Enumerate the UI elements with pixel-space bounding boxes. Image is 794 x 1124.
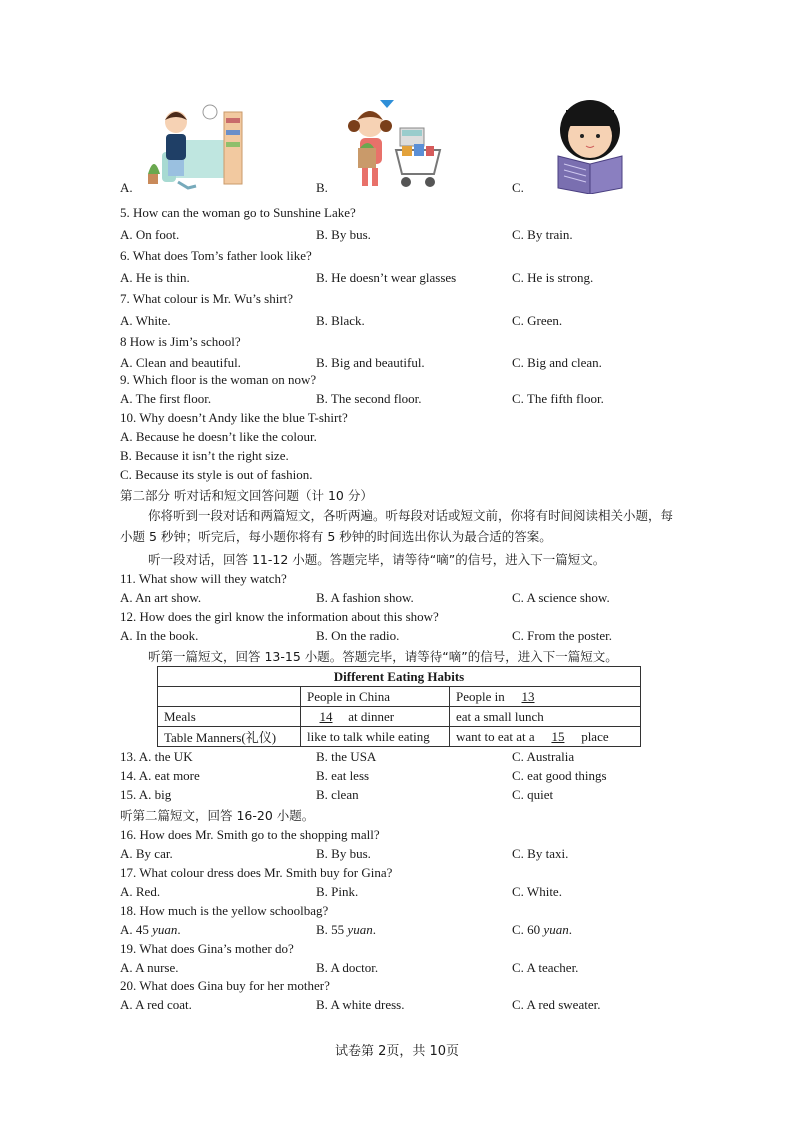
eating-habits-table [157, 666, 641, 747]
picture-b-girl-shopping [340, 98, 450, 194]
option-a: 15. A. big [120, 787, 172, 802]
question-text: 8 How is Jim’s school? [120, 334, 241, 349]
option-a: 14. A. eat more [120, 768, 200, 783]
option-b: B. eat less [316, 768, 370, 783]
table-cell [301, 707, 450, 727]
option-a: A. White. [120, 313, 171, 328]
question-text: 19. What does Gina’s mother do? [120, 941, 294, 956]
option-a: A. The first floor. [120, 391, 212, 406]
table-cell [158, 687, 301, 707]
option-a: A. By car. [120, 846, 173, 861]
option-b: B. Pink. [316, 884, 359, 899]
option-a: A. Red. [120, 884, 161, 899]
option-b: B. Because it isn’t the right size. [120, 448, 289, 463]
option-a: A. A red coat. [120, 997, 192, 1012]
option-b: B. A doctor. [316, 960, 379, 975]
option-a: A. A nurse. [120, 960, 179, 975]
table-cell [450, 727, 641, 747]
blank-15: 15 [551, 728, 565, 744]
col-header-china: People in China [307, 688, 391, 704]
option-c: C. By taxi. [512, 846, 569, 861]
table-cell [301, 687, 450, 707]
table-title: Different Eating Habits [158, 667, 641, 687]
blank-13: 13 [521, 688, 535, 704]
question-text: 16. How does Mr. Smith go to the shopping mall? [120, 827, 380, 842]
col-header-prefix: People in [456, 688, 505, 704]
option-a: A. An art show. [120, 590, 202, 605]
option-c: C. The fifth floor. [512, 391, 604, 406]
question-text: 9. Which floor is the woman on now? [120, 372, 317, 387]
question-text: 17. What colour dress does Mr. Smith buy for Gina? [120, 865, 393, 880]
option-a: A. Clean and beautiful. [120, 355, 241, 370]
passage2-instruction: 听第二篇短文，回答 16-20 小题。 [120, 808, 315, 823]
question-text: 10. Why doesn’t Andy like the blue T-shirt? [120, 410, 348, 425]
option-c: C. From the poster. [512, 628, 613, 643]
cell-text: want to eat at a [456, 728, 535, 744]
question-text: 11. What show will they watch? [120, 571, 287, 586]
table-row [158, 707, 641, 727]
option-b: B. Black. [316, 313, 365, 328]
option-a: A. On foot. [120, 227, 180, 242]
option-a: A. He is thin. [120, 270, 190, 285]
option-b: B. He doesn’t wear glasses [316, 270, 457, 285]
question-text: 18. How much is the yellow schoolbag? [120, 903, 329, 918]
option-c: C. 60 yuan. [512, 922, 572, 937]
option-c: C. A teacher. [512, 960, 579, 975]
question-text: 20. What does Gina buy for her mother? [120, 978, 330, 993]
blank-14: 14 [319, 708, 333, 724]
cell-text: place [581, 728, 609, 744]
question-text: 5. How can the woman go to Sunshine Lake? [120, 205, 356, 220]
option-c: C. Because its style is out of fashion. [120, 467, 313, 482]
part2-intro: 你将听到一段对话和两篇短文，各听两遍。听每段对话或短文前，你将有时间阅读相关小题，每小题 5 秒钟；听完后，每小题你将有 5 秒钟的时间选出你认为最合适的答案。 [120, 508, 674, 544]
option-b: B. The second floor. [316, 391, 422, 406]
table-row [158, 727, 641, 747]
question-text: 6. What does Tom’s father look like? [120, 248, 312, 263]
picture-c-girl-reading [552, 98, 632, 194]
option-c: C. A red sweater. [512, 997, 601, 1012]
picture-a-label: A. [120, 180, 133, 195]
passage1-instruction: 听第一篇短文，回答 13-15 小题。答题完毕，请等待“嘀”的信号，进入下一篇短文。 [148, 649, 618, 664]
page-footer: 试卷第 2页，共 10页 [334, 1044, 460, 1059]
table-row [158, 687, 641, 707]
row-label-table-manners: Table Manners(礼仪) [158, 727, 301, 747]
option-c: C. Green. [512, 313, 563, 328]
picture-a-sitting-man [138, 100, 248, 192]
part2-heading: 第二部分 听对话和短文回答问题（计 10 分） [120, 488, 373, 503]
option-b: B. On the radio. [316, 628, 400, 643]
dialog-instruction: 听一段对话，回答 11-12 小题。答题完毕，请等待“嘀”的信号，进入下一篇短文。 [148, 552, 606, 567]
picture-b-label: B. [316, 180, 328, 195]
table-cell: eat a small lunch [450, 707, 641, 727]
option-c: C. eat good things [512, 768, 607, 783]
option-c: C. White. [512, 884, 562, 899]
option-a: A. Because he doesn’t like the colour. [120, 429, 317, 444]
picture-c-label: C. [512, 180, 524, 195]
question-text: 7. What colour is Mr. Wu’s shirt? [120, 291, 294, 306]
question-text: 12. How does the girl know the information about this show? [120, 609, 439, 624]
option-c: C. Australia [512, 749, 575, 764]
option-b: B. clean [316, 787, 359, 802]
option-b: B. A white dress. [316, 997, 405, 1012]
table-cell: like to talk while eating [301, 727, 450, 747]
option-b: B. 55 yuan. [316, 922, 376, 937]
option-b: B. By bus. [316, 846, 371, 861]
option-a: 13. A. the UK [120, 749, 193, 764]
table-row [158, 667, 641, 687]
option-c: C. A science show. [512, 590, 610, 605]
option-c: C. By train. [512, 227, 573, 242]
option-b: B. By bus. [316, 227, 371, 242]
option-c: C. quiet [512, 787, 554, 802]
option-b: B. the USA [316, 749, 377, 764]
row-label-meals: Meals [158, 707, 301, 727]
option-b: B. Big and beautiful. [316, 355, 425, 370]
option-b: B. A fashion show. [316, 590, 414, 605]
cell-text: at dinner [348, 708, 395, 724]
option-a: A. In the book. [120, 628, 199, 643]
option-c: C. He is strong. [512, 270, 594, 285]
option-c: C. Big and clean. [512, 355, 602, 370]
option-a: A. 45 yuan. [120, 922, 181, 937]
table-cell [450, 687, 641, 707]
